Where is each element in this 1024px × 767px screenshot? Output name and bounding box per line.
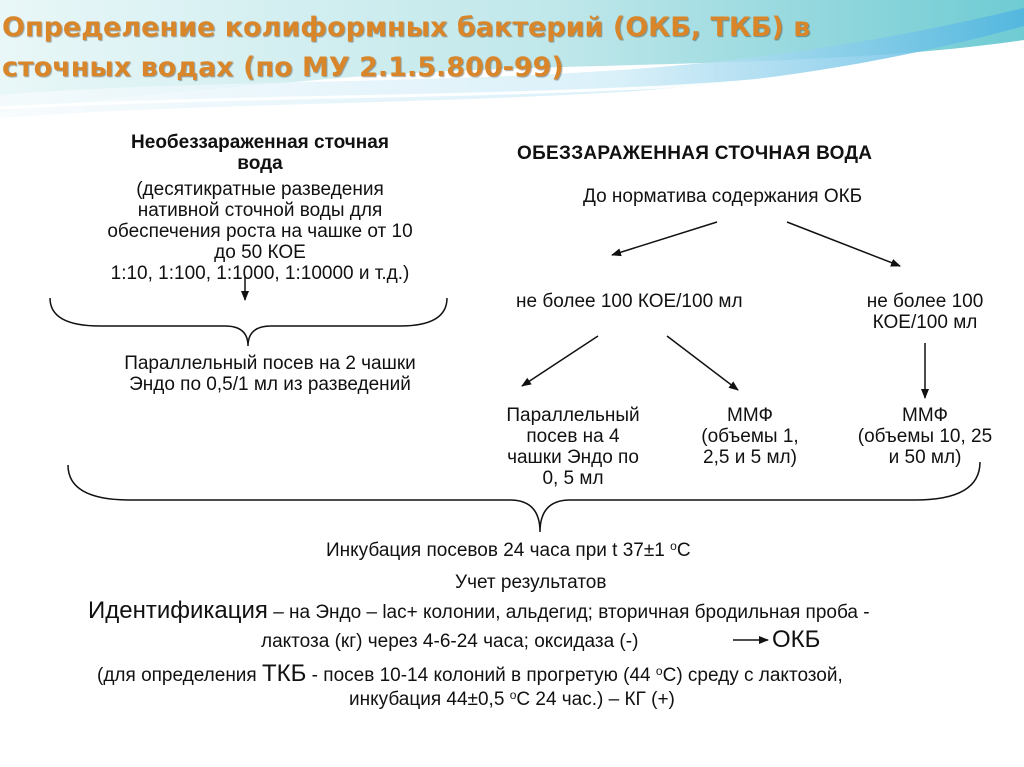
tkb-incubation-text: инкубация 44±0,5 bbox=[349, 689, 510, 710]
identification-line-1 bbox=[88, 597, 870, 624]
arrow-norm-to-branch-b bbox=[787, 222, 900, 266]
identification-line-2: лактоза (кг) через 4-6-24 часа; оксидаза (-) bbox=[261, 631, 639, 652]
incubation-unit: С bbox=[676, 540, 691, 561]
parallel-line-3: чашки Эндо по bbox=[507, 447, 639, 468]
identification-heading: Идентификация bbox=[88, 597, 268, 624]
parallel-sowing-4-dishes bbox=[478, 405, 668, 489]
left-sowing-line-2: Эндо по 0,5/1 мл из разведений bbox=[129, 374, 411, 395]
tkb-degree: о bbox=[655, 664, 663, 678]
title-line-1: Определение колиформных бактерий (ОКБ, ТКБ) в bbox=[2, 12, 811, 43]
parallel-line-1: Параллельный bbox=[506, 405, 640, 426]
incubation-text: Инкубация посевов 24 часа при t 37±1 bbox=[326, 540, 671, 561]
okb-result: ОКБ bbox=[772, 626, 821, 653]
left-dilution-note bbox=[60, 179, 460, 284]
mmf2-line-2: (объемы 10, 25 bbox=[857, 426, 993, 447]
tkb-line-1 bbox=[97, 660, 843, 687]
mmf2-line-1: ММФ bbox=[902, 405, 948, 426]
title-line-2: сточных водах (по МУ 2.1.5.800-99) bbox=[2, 52, 564, 83]
tkb-heading: ТКБ bbox=[262, 660, 307, 687]
tkb-line-2 bbox=[349, 689, 675, 711]
left-note-line-1: (десятикратные разведения bbox=[136, 179, 384, 200]
parallel-line-2: посев на 4 bbox=[526, 426, 620, 447]
left-heading-line-1: Необеззараженная сточная bbox=[131, 132, 389, 153]
left-note-line-2: нативной сточной воды для bbox=[137, 200, 383, 221]
branch-b-label bbox=[840, 291, 1010, 333]
identification-text: – на Эндо – lac+ колонии, альдегид; вторичная бродильная проба - bbox=[267, 602, 870, 623]
incubation-line bbox=[326, 540, 691, 562]
tkb-incubation-end: С 24 час.) – КГ (+) bbox=[516, 689, 675, 710]
incubation-degree: о bbox=[670, 539, 677, 553]
mmf1-line-1: ММФ bbox=[727, 405, 773, 426]
left-note-line-4: до 50 КОЕ bbox=[214, 242, 306, 263]
norm-label: До норматива содержания ОКБ bbox=[583, 186, 863, 207]
arrow-branch-a-to-mmf1 bbox=[667, 336, 738, 390]
left-heading bbox=[60, 132, 460, 174]
left-heading-line-2: вода bbox=[237, 153, 283, 174]
tkb-text: - посев 10-14 колоний в прогретую (44 bbox=[306, 665, 656, 686]
mmf-small-volumes bbox=[670, 405, 830, 468]
arrow-branch-a-to-parallel bbox=[522, 336, 598, 386]
mmf1-line-3: 2,5 и 5 мл) bbox=[703, 447, 797, 468]
results-label: Учет результатов bbox=[455, 572, 607, 593]
tkb-incubation-degree: о bbox=[509, 688, 517, 702]
left-note-line-3: обеспечения роста на чашке от 10 bbox=[107, 221, 413, 242]
branch-b-line-2: КОЕ/100 мл bbox=[872, 312, 978, 333]
tkb-prefix: (для определения bbox=[97, 665, 262, 686]
left-sowing bbox=[60, 353, 480, 395]
arrow-norm-to-branch-a bbox=[612, 222, 717, 255]
right-heading: ОБЕЗЗАРАЖЕННАЯ СТОЧНАЯ ВОДА bbox=[517, 143, 873, 164]
tkb-text-end: С) среду с лактозой, bbox=[662, 665, 843, 686]
brace-left bbox=[50, 298, 447, 346]
left-note-line-5: 1:10, 1:100, 1:1000, 1:10000 и т.д.) bbox=[110, 263, 410, 284]
mmf1-line-2: (объемы 1, bbox=[701, 426, 799, 447]
branch-a-label: не более 100 КОЕ/100 мл bbox=[516, 291, 743, 312]
branch-b-line-1: не более 100 bbox=[866, 291, 984, 312]
mmf-large-volumes bbox=[835, 405, 1015, 468]
mmf2-line-3: и 50 мл) bbox=[888, 447, 962, 468]
left-sowing-line-1: Параллельный посев на 2 чашки bbox=[124, 353, 416, 374]
parallel-line-4: 0, 5 мл bbox=[542, 468, 604, 489]
